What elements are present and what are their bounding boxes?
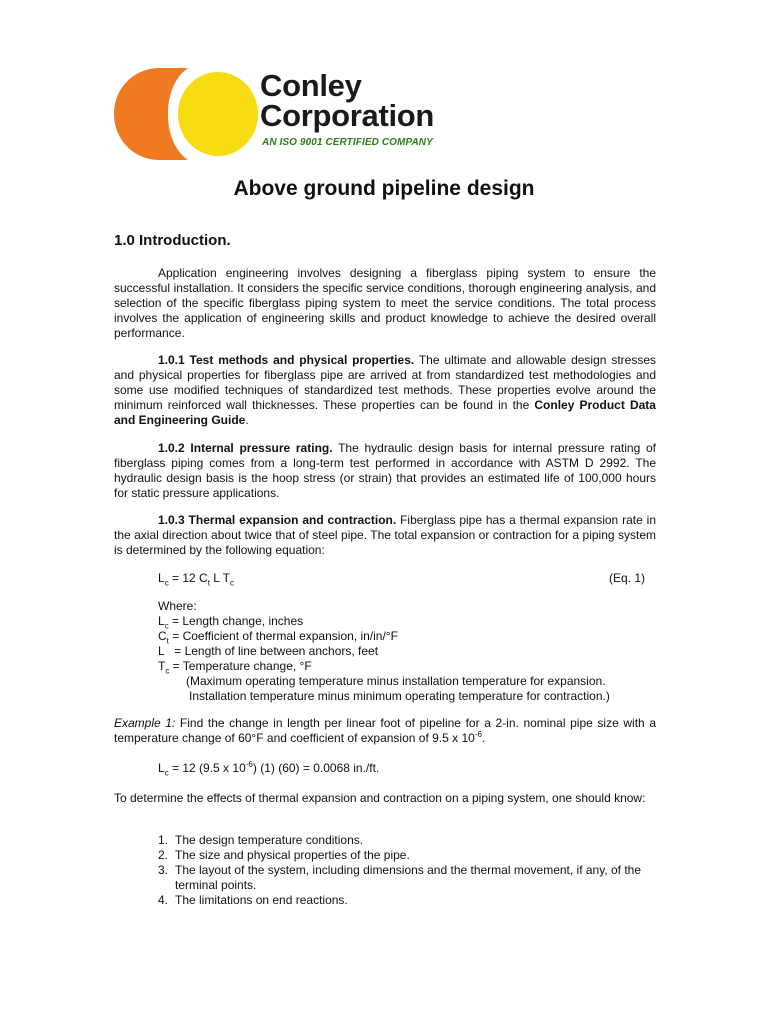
section-1-0-1-end: . — [245, 413, 249, 427]
eq-mid2: L T — [209, 571, 230, 585]
section-1-0-3-heading: 1.0.3 Thermal expansion and contraction. — [158, 513, 397, 527]
def-lc-sym: L — [158, 614, 165, 628]
def-tc — [158, 659, 610, 674]
def-lc — [158, 614, 610, 629]
section-1-0-2-text: The hydraulic design basis for internal pressure rating of fiberglass piping comes from a long-term test performed in accordance with ASTM D 2992. The hydraulic design basis is the hoop stress (or strain) that provides an estimated life of 100,000 hours for static pressure applications. — [114, 441, 656, 500]
equation-number: (Eq. 1) — [609, 571, 646, 585]
def-ct — [158, 629, 610, 644]
logo-name-line1: Conley — [260, 68, 362, 103]
list-text: The layout of the system, including dimensions and the thermal movement, if any, of the terminal points. — [175, 863, 642, 892]
def-tc-note-contraction: Installation temperature minus minimum operating temperature for contraction.) — [189, 689, 610, 703]
eq-sub-t: t — [207, 578, 210, 588]
def-l: L = Length of line between anchors, feet — [158, 644, 379, 658]
eq-sub-c: c — [164, 578, 169, 588]
calc-sub: c — [164, 768, 169, 778]
example-label: Example 1: — [114, 716, 176, 730]
calc-exponent: -6 — [245, 760, 253, 769]
calc-pre: = 12 (9.5 x 10 — [168, 761, 246, 775]
logo-name-line2: Corporation — [260, 98, 435, 133]
example-end: . — [481, 731, 486, 745]
logo-tagline: AN ISO 9001 CERTIFIED COMPANY — [262, 137, 433, 148]
def-tc-sub: c — [165, 666, 170, 676]
def-ct-text: = Coefficient of thermal expansion, in/in/°F — [168, 629, 398, 643]
example-calculation — [158, 761, 379, 776]
def-lc-sub: c — [164, 621, 169, 631]
def-tc-text: = Temperature change, °F — [169, 659, 312, 673]
section-1-0-2-heading: 1.0.2 Internal pressure rating. — [158, 441, 333, 455]
def-tc-sym: T — [158, 659, 166, 673]
list-number: 1. — [158, 833, 169, 847]
document-title: Above ground pipeline design — [233, 177, 535, 200]
section-1-0-3-text: Fiberglass pipe has a thermal expansion rate in the axial direction about twice that of steel pipe. The total expansion or contraction for a piping system is determined by the following equation: — [114, 513, 656, 557]
list-item — [158, 833, 658, 848]
list-text: The limitations on end reactions. — [175, 893, 348, 907]
section-1-0-1 — [114, 353, 656, 428]
list-number: 2. — [158, 848, 169, 862]
calc-post: ) (1) (60) = 0.0068 in./ft. — [252, 761, 380, 775]
variable-definitions — [158, 599, 610, 704]
section-1-0-2 — [114, 441, 656, 501]
section-1-0-1-heading: 1.0.1 Test methods and physical properties. — [158, 353, 415, 367]
intro-paragraph — [114, 266, 656, 341]
eq-sub-c2: c — [229, 578, 234, 588]
list-item — [158, 893, 658, 908]
section-1-0-3 — [114, 513, 656, 558]
eq-symbol-l: L — [158, 571, 165, 585]
eq-mid: = 12 C — [168, 571, 208, 585]
list-item — [158, 848, 658, 863]
calc-symbol: L — [158, 761, 165, 775]
list-text: The size and physical properties of the pipe. — [175, 848, 410, 862]
company-logo — [112, 66, 452, 162]
where-label: Where: — [158, 599, 197, 613]
logo-mark-icon — [112, 66, 262, 162]
equation-1 — [158, 571, 234, 586]
section-heading: 1.0 Introduction. — [114, 232, 231, 249]
list-number: 4. — [158, 893, 169, 907]
def-ct-sub: t — [166, 636, 169, 646]
list-number: 3. — [158, 863, 169, 877]
requirements-list — [158, 833, 658, 908]
list-item — [158, 863, 658, 893]
def-tc-note-expansion: (Maximum operating temperature minus installation temperature for expansion. — [186, 674, 606, 688]
example-exponent: -6 — [474, 730, 482, 739]
section-1-0-1-text: The ultimate and allowable design stresses and physical properties for fiberglass pipe are arrived at from standardized test methodologies and some use modified techniques of standardized test methods. These properties evolve around the minimum reinforced wall thicknesses. These properties can be found in the — [114, 353, 656, 412]
def-ct-sym: C — [158, 629, 167, 643]
example-text: Find the change in length per linear foot of pipeline for a 2-in. nominal pipe size with a temperature change of 60°F and coefficient of expansion of 9.5 x 10 — [114, 716, 656, 745]
intro-text: Application engineering involves designing a fiberglass piping system to ensure the successful installation. It considers the specific service conditions, thorough engineering analysis, and selection of the specific fiberglass piping system to meet the service conditions. The total process involves the application of engineering skills and product knowledge to achieve the desired overall performance. — [114, 266, 656, 340]
know-paragraph: To determine the effects of thermal expansion and contraction on a piping system, one should know: — [114, 791, 646, 805]
list-text: The design temperature conditions. — [175, 833, 364, 847]
product-guide-reference: Conley Product Data and Engineering Guide — [114, 398, 656, 427]
def-lc-text: = Length change, inches — [168, 614, 304, 628]
example-1 — [114, 716, 656, 746]
